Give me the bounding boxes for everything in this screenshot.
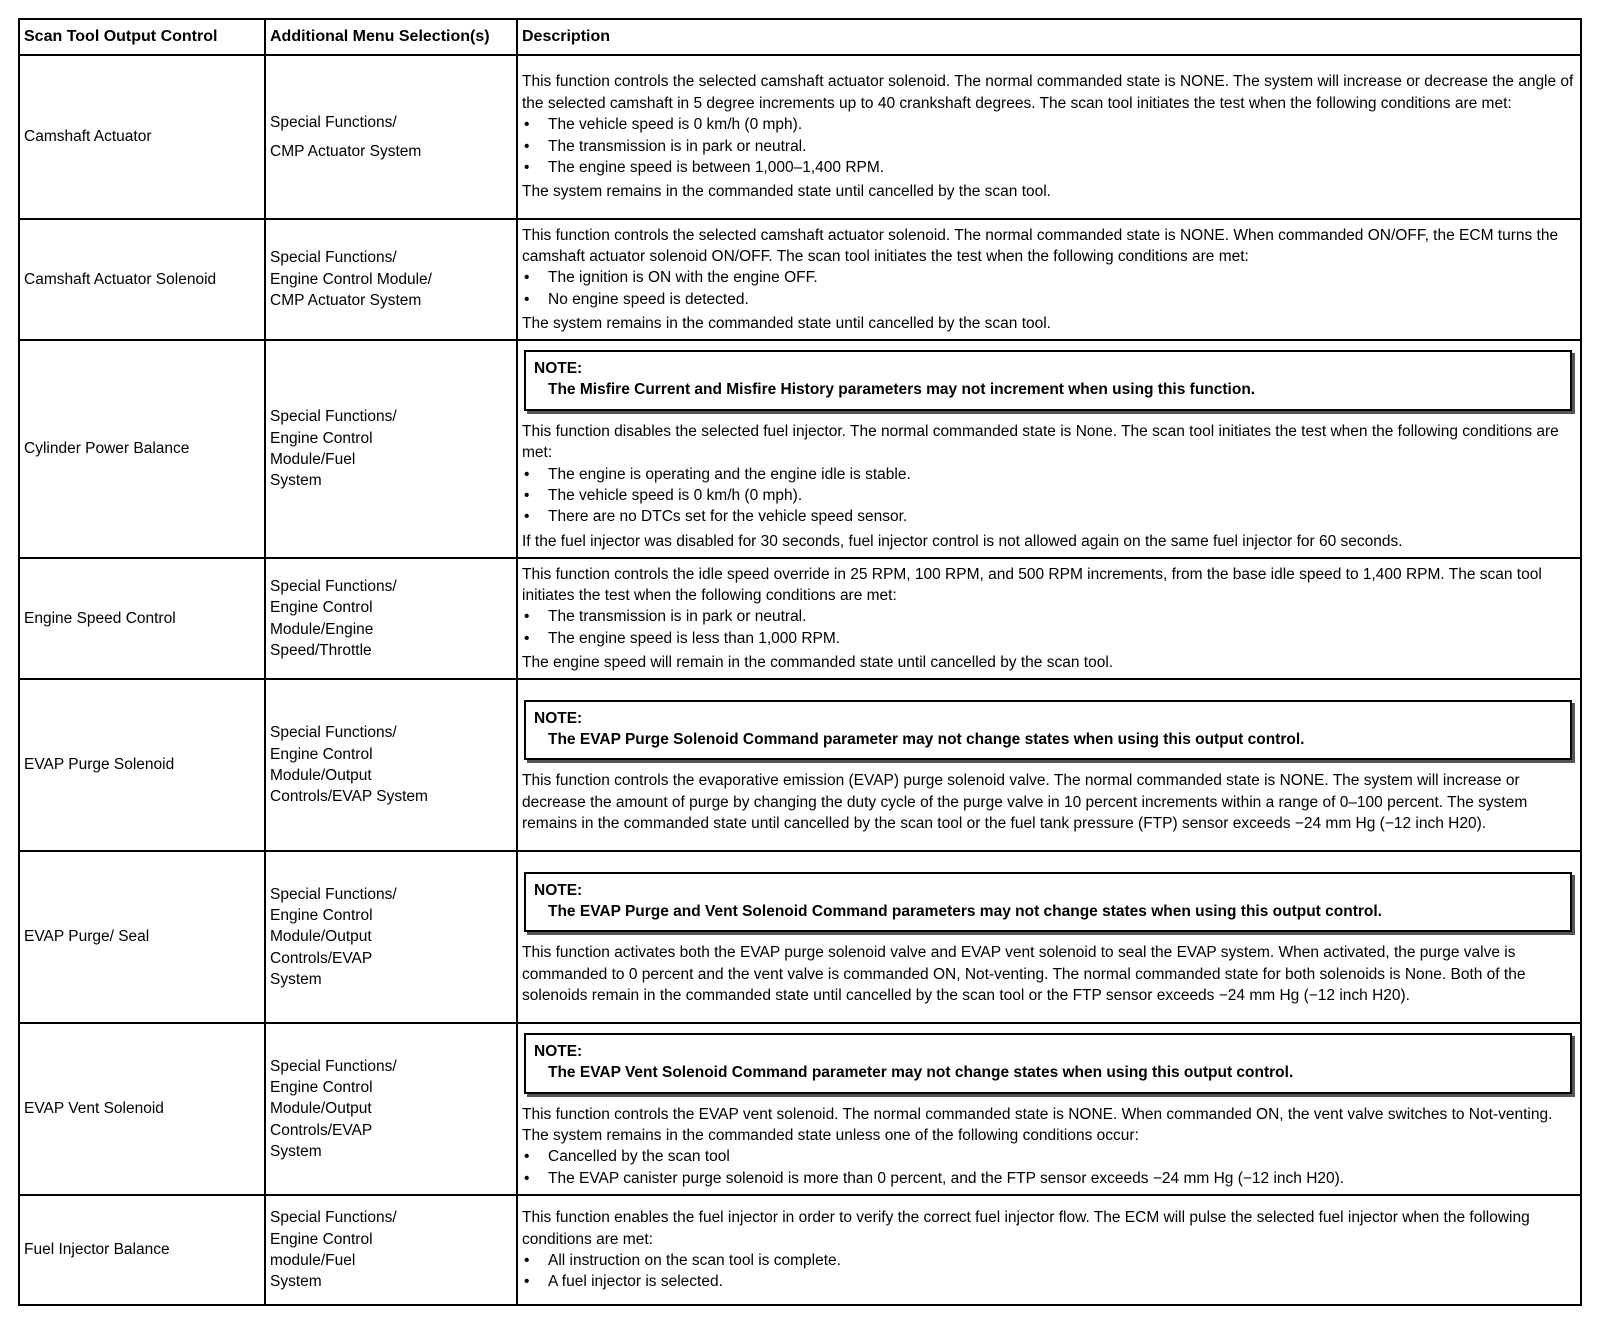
condition-item: • The transmission is in park or neutral. — [522, 136, 1576, 157]
table-row-evap-purge-solenoid — [19, 679, 1581, 851]
condition-item: • There are no DTCs set for the vehicle speed sensor. — [522, 506, 1576, 527]
scan-tool-output-control-table — [18, 18, 1582, 1306]
description-text: This function activates both the EVAP purge solenoid valve and EVAP vent solenoid to seal the EVAP system. When activated, the purge valve is commanded to 0 percent and the vent valve is commanded ON, Not-venting. The normal commanded state for both solenoids is None. Both of the solenoids remain in the commanded state until cancelled by the scan tool or the FTP sensor exceeds −24 mm Hg (−12 inch H20). — [522, 944, 1526, 1005]
menu-line: System — [270, 1143, 322, 1161]
description-text: The system remains in the commanded state until cancelled by the scan tool. — [522, 183, 1051, 201]
table-row-cylinder-power-balance — [19, 340, 1581, 558]
table-row-camshaft-actuator — [19, 55, 1581, 219]
note-text: The EVAP Vent Solenoid Command parameter may not change states when using this output control. — [548, 1064, 1294, 1082]
output-control-cell: EVAP Vent Solenoid — [19, 1023, 265, 1195]
menu-line: Engine Control — [270, 1230, 373, 1248]
table-row-evap-vent-solenoid — [19, 1023, 1581, 1195]
menu-line: CMP Actuator System — [270, 143, 422, 160]
note-box — [524, 350, 1572, 411]
description-cell — [517, 219, 1581, 340]
description-text: This function enables the fuel injector in order to verify the correct fuel injector flow. The ECM will pulse the selected fuel injector when the following conditions are met: — [522, 1209, 1530, 1248]
menu-line: Special Functions/ — [270, 1057, 397, 1075]
description-text: The system remains in the commanded state until cancelled by the scan tool. — [522, 315, 1051, 333]
menu-line: Special Functions/ — [270, 1209, 397, 1227]
output-control-cell: Camshaft Actuator Solenoid — [19, 219, 265, 340]
menu-selection-cell — [265, 1195, 517, 1305]
description-cell — [517, 558, 1581, 679]
condition-list — [522, 464, 1576, 528]
menu-line: Controls/EVAP — [270, 949, 373, 967]
output-control-cell: Cylinder Power Balance — [19, 340, 265, 558]
menu-line: CMP Actuator System — [270, 292, 422, 310]
menu-line: Special Functions/ — [270, 249, 397, 267]
table-row-fuel-injector-balance — [19, 1195, 1581, 1305]
description-text: This function controls the idle speed override in 25 RPM, 100 RPM, and 500 RPM increments, from the base idle speed to 1,400 RPM. The scan tool initiates the test when the following conditions are met: — [522, 565, 1542, 604]
menu-line: Speed/Throttle — [270, 641, 372, 659]
condition-item: • The EVAP canister purge solenoid is more than 0 percent, and the FTP sensor exceeds −24 mm Hg (−12 inch H20). — [522, 1168, 1576, 1189]
description-text: If the fuel injector was disabled for 30 seconds, fuel injector control is not allowed again on the same fuel injector for 60 seconds. — [522, 532, 1403, 550]
note-box — [524, 1033, 1572, 1094]
description-text: This function controls the selected camshaft actuator solenoid. The normal commanded state is NONE. When commanded ON/OFF, the ECM turns the camshaft actuator solenoid ON/OFF. The scan tool initiates the test when the following conditions are met: — [522, 226, 1559, 265]
menu-line: Controls/EVAP — [270, 1121, 373, 1139]
note-box — [524, 872, 1572, 933]
condition-item: • Cancelled by the scan tool — [522, 1146, 1576, 1167]
condition-item: • A fuel injector is selected. — [522, 1271, 1576, 1292]
description-text: This function controls the EVAP vent solenoid. The normal commanded state is NONE. When commanded ON, the vent valve switches to Not-venting. The system remains in the commanded state unless one of the following conditions occur: — [522, 1105, 1553, 1144]
description-cell — [517, 679, 1581, 851]
output-control-cell: Fuel Injector Balance — [19, 1195, 265, 1305]
condition-list — [522, 1250, 1576, 1293]
menu-line: Module/Output — [270, 767, 372, 784]
menu-line: Module/Output — [270, 928, 372, 946]
table-row-evap-purge-seal — [19, 851, 1581, 1023]
menu-line: Engine Control — [270, 906, 373, 924]
menu-line: Engine Control — [270, 599, 373, 617]
condition-item: • The vehicle speed is 0 km/h (0 mph). — [522, 485, 1576, 506]
menu-line: Engine Control — [270, 745, 373, 763]
menu-selection-cell — [265, 55, 517, 219]
menu-line: Module/Engine — [270, 620, 374, 638]
note-label: NOTE: — [534, 1042, 583, 1060]
note-box — [524, 700, 1572, 761]
menu-line: Engine Control Module/ — [270, 270, 432, 288]
output-control-cell: EVAP Purge Solenoid — [19, 679, 265, 851]
condition-item: • No engine speed is detected. — [522, 289, 1576, 310]
menu-line: module/Fuel — [270, 1252, 356, 1269]
condition-list — [522, 114, 1576, 178]
condition-item: • The vehicle speed is 0 km/h (0 mph). — [522, 114, 1576, 135]
menu-line: System — [270, 472, 322, 490]
menu-selection-cell — [265, 679, 517, 851]
menu-line: Special Functions/ — [270, 885, 397, 903]
condition-item: • The engine is operating and the engine idle is stable. — [522, 464, 1576, 485]
menu-selection-cell — [265, 219, 517, 340]
menu-line: Special Functions/ — [270, 113, 397, 131]
menu-selection-cell — [265, 851, 517, 1023]
table-header-row — [19, 19, 1581, 55]
table-row-camshaft-actuator-solenoid — [19, 219, 1581, 340]
menu-line: Special Functions/ — [270, 577, 397, 595]
column-header-output-control: Scan Tool Output Control — [19, 19, 265, 55]
condition-item: • The transmission is in park or neutral. — [522, 606, 1576, 627]
menu-line: Special Functions/ — [270, 408, 397, 426]
menu-line: Special Functions/ — [270, 724, 397, 742]
condition-item: • All instruction on the scan tool is complete. — [522, 1250, 1576, 1271]
condition-item: • The engine speed is less than 1,000 RPM. — [522, 628, 1576, 649]
description-cell — [517, 340, 1581, 558]
description-cell — [517, 1195, 1581, 1305]
menu-line: System — [270, 1273, 322, 1291]
description-text: This function disables the selected fuel injector. The normal commanded state is None. The scan tool initiates the test when the following conditions are met: — [522, 422, 1559, 462]
note-label: NOTE: — [534, 881, 583, 899]
menu-line: Module/Output — [270, 1100, 372, 1118]
condition-list — [522, 1146, 1576, 1189]
menu-line: System — [270, 971, 322, 989]
menu-line: Module/Fuel — [270, 451, 356, 468]
menu-line: Engine Control — [270, 1078, 373, 1096]
menu-selection-cell — [265, 340, 517, 558]
column-header-description: Description — [517, 19, 1581, 55]
output-control-cell: EVAP Purge/ Seal — [19, 851, 265, 1023]
output-control-cell: Engine Speed Control — [19, 558, 265, 679]
menu-line: Controls/EVAP System — [270, 788, 428, 806]
note-label: NOTE: — [534, 709, 583, 727]
note-text: The EVAP Purge and Vent Solenoid Command parameters may not change states when using this output control. — [548, 902, 1382, 920]
note-text: The Misfire Current and Misfire History parameters may not increment when using this function. — [548, 381, 1256, 399]
condition-item: • The engine speed is between 1,000–1,400 RPM. — [522, 157, 1576, 178]
menu-line: Engine Control — [270, 429, 373, 447]
condition-item: • The ignition is ON with the engine OFF. — [522, 267, 1576, 288]
description-cell — [517, 55, 1581, 219]
description-text: This function controls the evaporative emission (EVAP) purge solenoid valve. The normal commanded state is NONE. The system will increase or decrease the amount of purge by changing the duty cycle of the purge valve in 10 percent increments within a range of 0–100 percent. The system remains in the commanded state until cancelled by the scan tool or the fuel tank pressure (FTP) sensor exceeds −24 mm Hg (−12 inch H20). — [522, 772, 1528, 833]
note-label: NOTE: — [534, 360, 583, 377]
menu-selection-cell — [265, 1023, 517, 1195]
description-text: This function controls the selected camshaft actuator solenoid. The normal commanded state is NONE. The system will increase or decrease the angle of the selected camshaft in 5 degree increments up to 40 crankshaft degrees. The scan tool initiates the test when the following conditions are met: — [522, 73, 1574, 112]
condition-list — [522, 606, 1576, 649]
description-cell — [517, 851, 1581, 1023]
menu-selection-cell — [265, 558, 517, 679]
note-text: The EVAP Purge Solenoid Command parameter may not change states when using this output control. — [548, 730, 1305, 748]
output-control-cell: Camshaft Actuator — [19, 55, 265, 219]
column-header-menu-selections: Additional Menu Selection(s) — [265, 19, 517, 55]
description-cell — [517, 1023, 1581, 1195]
table-row-engine-speed-control — [19, 558, 1581, 679]
description-text: The engine speed will remain in the commanded state until cancelled by the scan tool. — [522, 654, 1114, 672]
condition-list — [522, 267, 1576, 310]
